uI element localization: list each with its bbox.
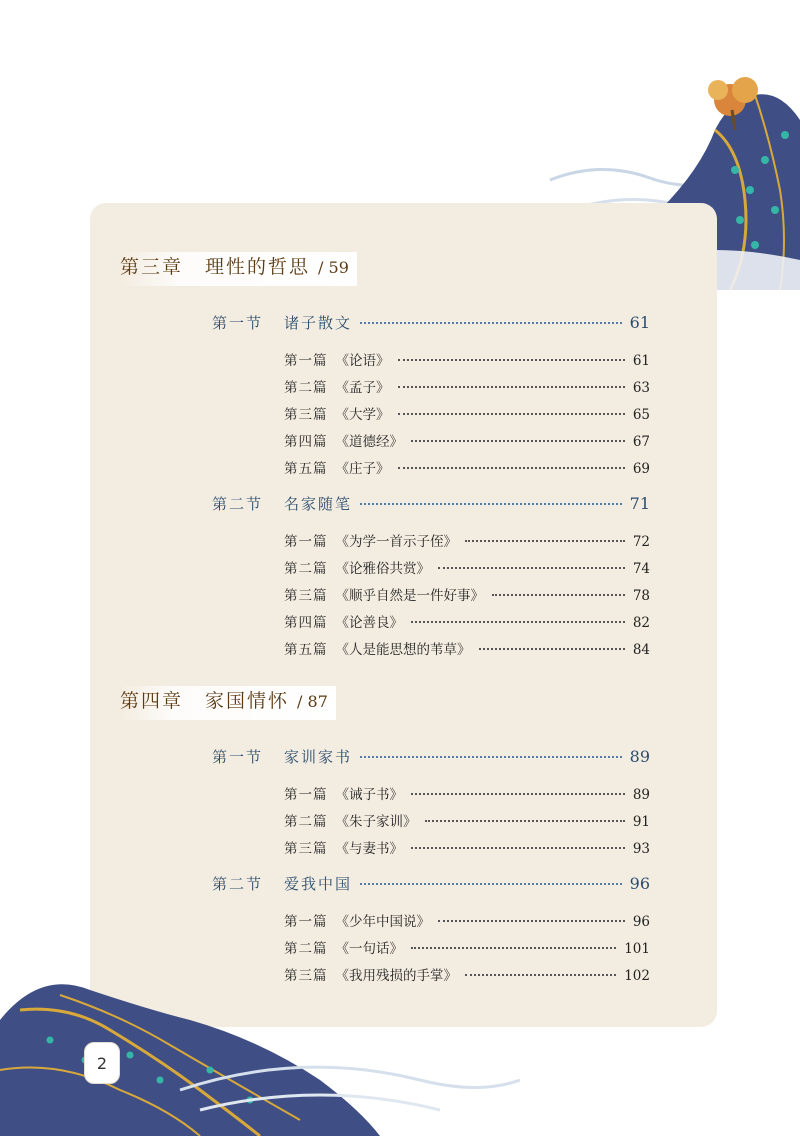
article-title: 《道德经》 — [335, 434, 403, 450]
article-title: 《孟子》 — [335, 380, 390, 396]
dot-leader — [398, 359, 625, 361]
dot-leader — [360, 503, 622, 505]
article-title: 《顺乎自然是一件好事》 — [335, 588, 484, 604]
article-entry[interactable] — [284, 611, 650, 631]
article-page: 89 — [632, 787, 650, 803]
article-page: 93 — [632, 841, 650, 857]
section-page: 89 — [629, 747, 650, 766]
article-entry[interactable] — [284, 349, 650, 369]
section-entry[interactable] — [212, 493, 650, 514]
dot-leader — [398, 467, 625, 469]
dot-leader — [411, 440, 625, 442]
chapter-title: 理性的哲思 — [205, 256, 311, 278]
article-number: 第二篇 — [284, 814, 328, 830]
dot-leader — [492, 594, 625, 596]
article-number: 第二篇 — [284, 380, 328, 396]
section-title: 爱我中国 — [284, 875, 353, 893]
section-number: 第一节 — [212, 748, 264, 766]
chapter-number: 第三章 — [120, 256, 184, 278]
article-page: 65 — [632, 407, 650, 423]
article-entry[interactable] — [284, 910, 650, 930]
article-page: 67 — [632, 434, 650, 450]
article-number: 第四篇 — [284, 615, 328, 631]
article-title: 《大学》 — [335, 407, 390, 423]
article-number: 第三篇 — [284, 588, 328, 604]
article-entry[interactable] — [284, 430, 650, 450]
dot-leader — [465, 540, 625, 542]
article-title: 《我用残损的手掌》 — [335, 968, 457, 984]
article-number: 第二篇 — [284, 561, 328, 577]
dot-leader — [360, 756, 622, 758]
article-page: 101 — [624, 941, 650, 957]
section-number: 第二节 — [212, 875, 264, 893]
section-number: 第二节 — [212, 495, 264, 513]
article-page: 61 — [632, 353, 650, 369]
article-number: 第一篇 — [284, 534, 328, 550]
article-entry[interactable] — [284, 376, 650, 396]
article-title: 《与妻书》 — [335, 841, 403, 857]
section-number: 第一节 — [212, 314, 264, 332]
article-title: 《论语》 — [335, 353, 390, 369]
article-number: 第三篇 — [284, 407, 328, 423]
article-number: 第一篇 — [284, 353, 328, 369]
mountain-landscape-bottom — [0, 960, 520, 1136]
chapter-number: 第四章 — [120, 690, 184, 712]
section-title: 家训家书 — [284, 748, 353, 766]
dot-leader — [411, 947, 616, 949]
section-title: 名家随笔 — [284, 495, 353, 513]
page-number: 2 — [84, 1042, 120, 1084]
article-page: 96 — [632, 914, 650, 930]
article-page: 84 — [632, 642, 650, 658]
dot-leader — [360, 322, 622, 324]
chapter-page: / 87 — [297, 692, 328, 711]
article-page: 78 — [632, 588, 650, 604]
dot-leader — [411, 847, 625, 849]
section-page: 96 — [629, 874, 650, 893]
chapter-heading[interactable] — [120, 252, 357, 286]
article-entry[interactable] — [284, 937, 650, 957]
article-entry[interactable] — [284, 964, 650, 984]
section-title: 诸子散文 — [284, 314, 353, 332]
article-title: 《为学一首示子侄》 — [335, 534, 457, 550]
article-page: 102 — [624, 968, 650, 984]
section-page: 61 — [629, 313, 650, 332]
dot-leader — [398, 413, 625, 415]
article-entry[interactable] — [284, 457, 650, 477]
section-entry[interactable] — [212, 312, 650, 333]
article-title: 《少年中国说》 — [335, 914, 430, 930]
article-page: 91 — [632, 814, 650, 830]
chapter-heading[interactable] — [120, 686, 336, 720]
article-page: 63 — [632, 380, 650, 396]
dot-leader — [360, 883, 622, 885]
article-page: 74 — [632, 561, 650, 577]
article-number: 第二篇 — [284, 941, 328, 957]
article-page: 82 — [632, 615, 650, 631]
article-number: 第五篇 — [284, 642, 328, 658]
dot-leader — [438, 920, 625, 922]
dot-leader — [411, 793, 625, 795]
article-title: 《庄子》 — [335, 461, 390, 477]
article-title: 《论雅俗共赏》 — [335, 561, 430, 577]
article-title: 《朱子家训》 — [335, 814, 417, 830]
dot-leader — [465, 974, 616, 976]
dot-leader — [411, 621, 625, 623]
article-title: 《一句话》 — [335, 941, 403, 957]
article-entry[interactable] — [284, 584, 650, 604]
article-title: 《论善良》 — [335, 615, 403, 631]
article-entry[interactable] — [284, 557, 650, 577]
article-page: 69 — [632, 461, 650, 477]
chapter-title: 家国情怀 — [205, 690, 290, 712]
dot-leader — [438, 567, 625, 569]
section-page: 71 — [629, 494, 650, 513]
article-number: 第一篇 — [284, 787, 328, 803]
article-entry[interactable] — [284, 783, 650, 803]
article-entry[interactable] — [284, 837, 650, 857]
dot-leader — [425, 820, 625, 822]
article-number: 第五篇 — [284, 461, 328, 477]
article-title: 《人是能思想的苇草》 — [335, 642, 471, 658]
article-entry[interactable] — [284, 810, 650, 830]
article-entry[interactable] — [284, 403, 650, 423]
article-title: 《诫子书》 — [335, 787, 403, 803]
section-entry[interactable] — [212, 873, 650, 894]
article-number: 第三篇 — [284, 841, 328, 857]
chapter-page: / 59 — [318, 258, 349, 277]
dot-leader — [398, 386, 625, 388]
article-entry[interactable] — [284, 638, 650, 658]
article-entry[interactable] — [284, 530, 650, 550]
article-page: 72 — [632, 534, 650, 550]
article-number: 第一篇 — [284, 914, 328, 930]
article-number: 第三篇 — [284, 968, 328, 984]
dot-leader — [479, 648, 625, 650]
article-number: 第四篇 — [284, 434, 328, 450]
section-entry[interactable] — [212, 746, 650, 767]
